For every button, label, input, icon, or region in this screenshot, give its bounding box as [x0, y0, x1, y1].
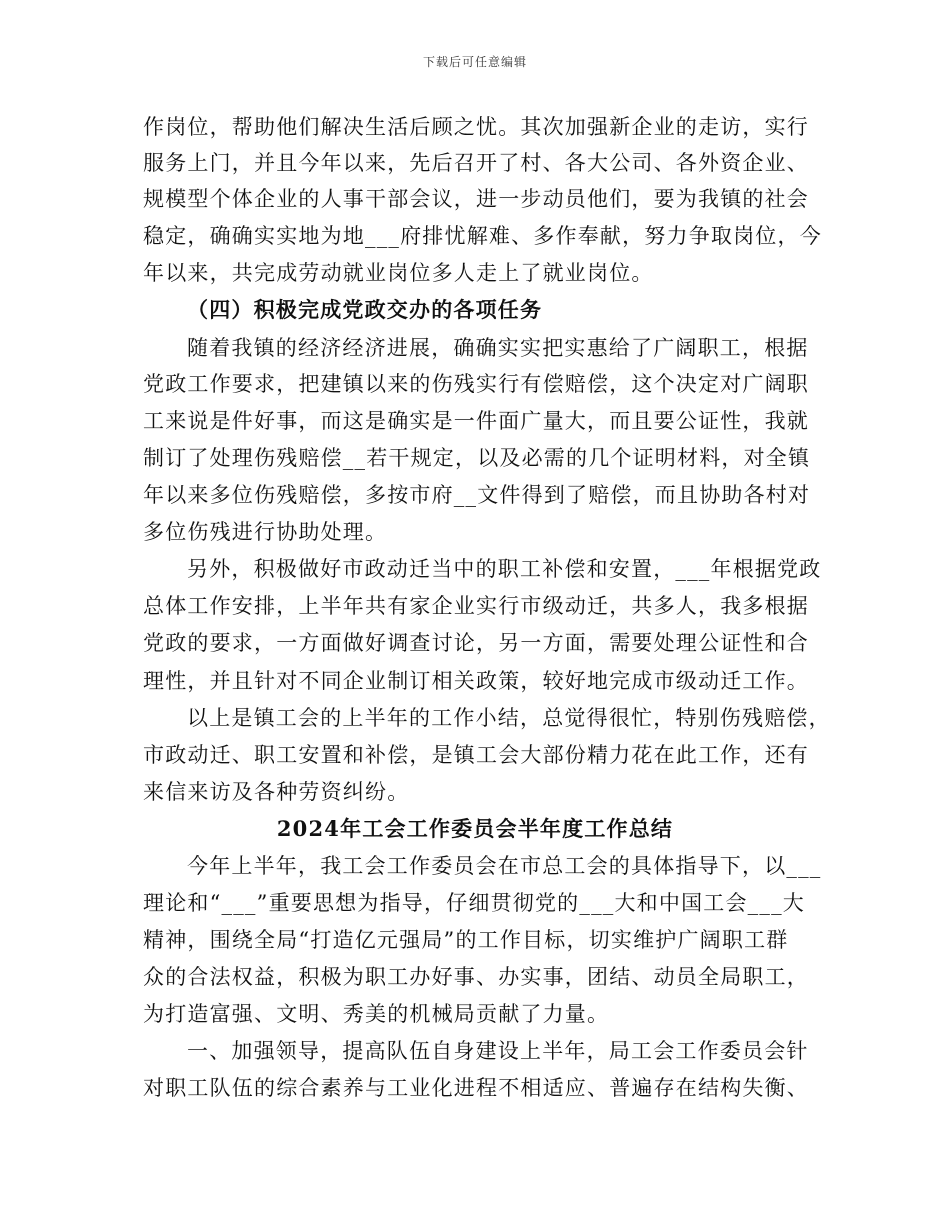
- paragraph-line: 一、加强领导，提高队伍自身建设上半年，局工会工作委员会针: [187, 1039, 809, 1063]
- paragraph-line: 年以来，共完成劳动就业岗位多人走上了就业岗位。: [143, 261, 654, 285]
- paragraph-line: 总体工作安排，上半年共有家企业实行市级动迁，共多人，我多根据: [143, 594, 809, 618]
- paragraph-line: 市政动迁、职工安置和补偿，是镇工会大部份精力花在此工作，还有: [143, 743, 809, 767]
- paragraph-line: 今年上半年，我工会工作委员会在市总工会的具体指导下，以___: [187, 854, 822, 878]
- page-header: 下载后可任意编辑: [422, 55, 527, 69]
- paragraph-line: 为打造富强、文明、秀美的机械局贡献了力量。: [143, 1002, 610, 1026]
- paragraph-line: 党政的要求，一方面做好调查讨论，另一方面，需要处理公证性和合: [143, 631, 809, 655]
- paragraph-line: 理性，并且针对不同企业制订相关政策，较好地完成市级动迁工作。: [143, 669, 809, 693]
- paragraph-line: 另外，积极做好市政动迁当中的职工补偿和安置，___年根据党政: [187, 557, 822, 581]
- paragraph-line: 来信来访及各种劳资纠纷。: [143, 780, 410, 804]
- paragraph-line: 服务上门，并且今年以来，先后召开了村、各大公司、各外资企业、: [143, 151, 809, 175]
- paragraph-line: 年以来多位伤残赔偿，多按市府__文件得到了赔偿，而且协助各村对: [143, 483, 811, 507]
- paragraph-line: 对职工队伍的综合素养与工业化进程不相适应、普遍存在结构失衡、: [143, 1076, 809, 1100]
- paragraph-line: 理论和“___”重要思想为指导，仔细贯彻党的___大和中国工会___大: [143, 891, 805, 915]
- paragraph-line: 工来说是件好事，而这是确实是一件面广量大，而且要公证性，我就: [143, 409, 809, 433]
- paragraph-line: 规模型个体企业的人事干部会议，进一步动员他们，要为我镇的社会: [143, 187, 809, 211]
- paragraph-line: 稳定，确确实实地为地___府排忧解难、多作奉献，努力争取岗位，今: [143, 224, 822, 248]
- document-title: 2024年工会工作委员会半年度工作总结: [276, 816, 674, 841]
- paragraph-line: 以上是镇工会的上半年的工作小结，总觉得很忙，特别伤残赔偿，: [187, 706, 831, 730]
- paragraph-line: 精神，围绕全局“打造亿元强局”的工作目标，切实维护广阔职工群: [143, 928, 789, 952]
- section-heading: （四）积极完成党政交办的各项任务: [187, 297, 543, 322]
- paragraph-line: 作岗位，帮助他们解决生活后顾之忧。其次加强新企业的走访，实行: [143, 115, 809, 139]
- paragraph-line: 党政工作要求，把建镇以来的伤残实行有偿赔偿，这个决定对广阔职: [143, 372, 809, 396]
- paragraph-line: 制订了处理伤残赔偿__若干规定，以及必需的几个证明材料，对全镇: [143, 446, 811, 470]
- paragraph-line: 随着我镇的经济经济进展，确确实实把实惠给了广阔职工，根据: [187, 336, 809, 360]
- paragraph-line: 众的合法权益，积极为职工办好事、办实事，团结、动员全局职工，: [143, 965, 809, 989]
- paragraph-line: 多位伤残进行协助处理。: [143, 520, 388, 544]
